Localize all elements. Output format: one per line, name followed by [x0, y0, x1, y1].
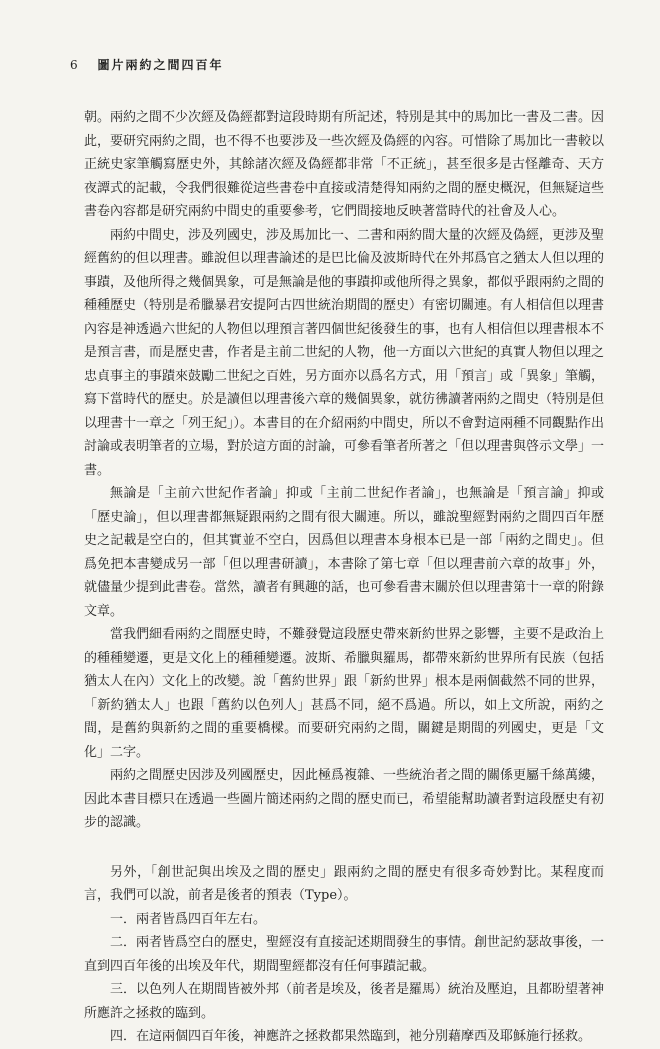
comparison-item: 三．以色列人在期間皆被外邦（前者是埃及，後者是羅馬）統治及壓迫，且都盼望著神所應許之拯救的臨到。 [84, 982, 605, 1021]
running-head [70, 56, 223, 73]
paragraph-culture: 當我們細看兩約之間歷史時，不難發覺這段歷史帶來新約世界之影響，主要不是政治上的種種變遷，更是文化上的種種變遷。波斯、希臘與羅馬，都帶來新約世界所有民族（包括猶太人在內）文化上的改變。說「舊約世界」跟「新約世界」根本是兩個截然不同的世界，「新約猶太人」也跟「舊約以色列人」甚爲不同，絕不爲過。所以，如上文所說，兩約之間，是舊約與新約之間的重要橋樑。而要研究兩約之間，關鍵是期間的列國史，更是「文化」二字。 [84, 627, 605, 760]
paragraph-daniel-relation: 無論是「主前六世紀作者論」抑或「主前二世紀作者論」，也無論是「預言論」抑或「歷史論」，但以理書都無疑跟兩約之間有很大關連。所以，雖說聖經對兩約之間四百年歷史之記載是空白的，但其實並不空白，因爲但以理書本身根本已是一部「兩約之間史」。但爲免把本書變成另一部「但以理書研讀」，本書除了第七章「但以理書前六章的故事」外，就儘量少提到此書卷。當然，讀者有興趣的話，也可參看書末關於但以理書第十一章的附錄文章。 [84, 486, 605, 619]
comparison-item: 二．兩者皆爲空白的歷史，聖經沒有直接記述期間發生的事情。創世記約瑟故事後，一直到四百年後的出埃及年代，期間聖經都沒有任何事蹟記載。 [84, 935, 605, 974]
paragraph-type: 另外，「創世記與出埃及之間的歷史」跟兩約之間的歷史有很多奇妙對比。某程度而言，我們可以說，前者是後者的預表（Type）。 [84, 864, 604, 903]
comparison-item: 四．在這兩個四百年後，神應許之拯救都果然臨到，祂分別藉摩西及耶穌施行拯救。 [110, 1029, 592, 1044]
body-text [84, 106, 604, 1049]
paragraph-book-goal: 兩約之間歷史因涉及列國歷史，因此極爲複雜、一些統治者之間的關係更屬千絲萬縷，因此本書目標只在透過一些圖片簡述兩約之間的歷史而已，希望能幫助讀者對這段歷史有初步的認識。 [84, 768, 605, 830]
comparison-item: 一．兩者皆爲四百年左右。 [110, 911, 267, 927]
paragraph-daniel: 兩約中間史，涉及列國史，涉及馬加比一、二書和兩約間大量的次經及偽經，更涉及聖經舊約的但以理書。雖說但以理書論述的是巴比倫及波斯時代在外邦爲官之猶太人但以理的事蹟，及他所得之幾個異象，可是無論是他的事蹟抑或他所得之異象，都似乎跟兩約之間的種種歷史（特別是希臘暴君安提阿古四世統治期間的歷史）有密切關連。有人相信但以理書內容是神透過六世紀的人物但以理預言著四個世紀後發生的事，也有人相信但以理書根本不是預言書，而是歷史書，作者是主前二世紀的人物，他一方面以六世紀的真實人物但以理之忠貞事主的事蹟來鼓勵二世紀之百姓，另方面亦以爲名方式，用「預言」或「異象」筆觸，寫下當時代的歷史。於是讀但以理書後六章的幾個異象，就彷彿讀著兩約之間史（特別是但以理書十一章之「列王紀」）。本書目的在介紹兩約中間史，所以不會對這兩種不同觀點作出討論或表明筆者的立場，對於這方面的討論，可參看筆者所著之「但以理書與啓示文學」一書。 [84, 227, 605, 478]
page-number: 6 [70, 58, 79, 72]
paragraph-continuation: 朝。兩約之間不少次經及偽經都對這段時期有所記述，特別是其中的馬加比一書及二書。因此，要研究兩約之間，也不得不也要涉及一些次經及偽經的內容。可惜除了馬加比一書較以正統史家筆觸寫歷史外，其餘諸次經及偽經都非常「不正統」，甚至很多是古怪離奇、天方夜譚式的記載，令我們很難從這些書卷中直接或清楚得知兩約之間的歷史概況，但無疑這些書卷內容都是研究兩約中間史的重要參考，它們間接地反映著當時代的社會及人心。 [84, 110, 605, 219]
book-title: 圖片兩約之間四百年 [97, 58, 224, 72]
